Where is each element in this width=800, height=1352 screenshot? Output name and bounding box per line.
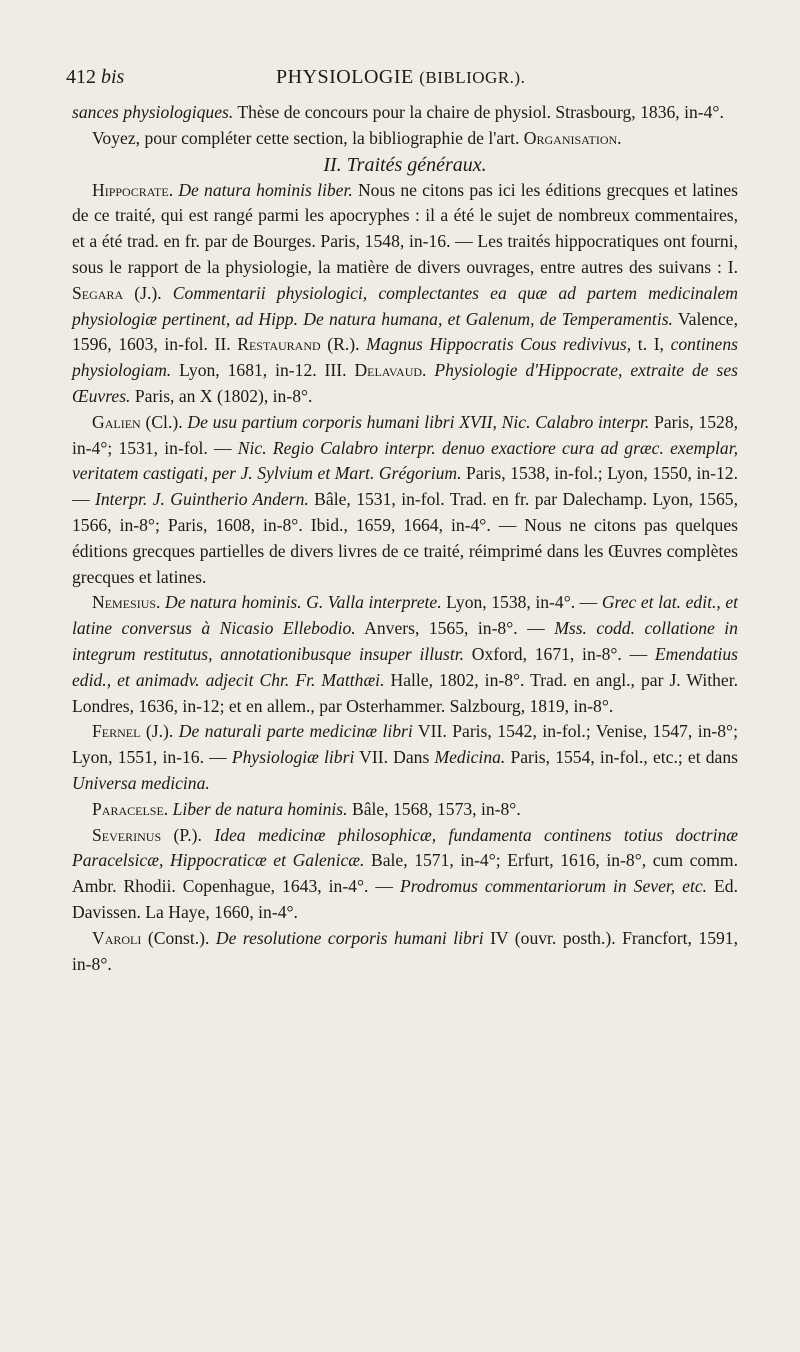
section-heading: II. Traités généraux.	[323, 153, 487, 176]
page-header	[66, 66, 736, 96]
page-body	[72, 100, 738, 977]
entry-nemesius: Nemesius. De natura hominis. G. Valla interprete. Lyon, 1538, in-4°. — Grec et lat. edit., et latine conversus à Nicasio Ellebodio. Anvers, 1565, in-8°. — Mss. codd. collatione in integrum restitutus, annotationibusque insuper illustr. Oxford, 1671, in-8°. — Emendatius edid., et animadv. adjecit Chr. Fr. Matthæi. Halle, 1802, in-8°. Trad. en angl., par J. Wither. Londres, 1636, in-12; et en allem., par Osterhammer. Salzbourg, 1819, in-8°.	[72, 592, 739, 716]
page-number: 412 bis	[66, 66, 125, 88]
entry-paracelse: Paracelse. Liber de natura hominis. Bâle, 1568, 1573, in-8°.	[92, 798, 521, 819]
entry-fernel: Fernel (J.). De naturali parte medicinæ libri VII. Paris, 1542, in-fol.; Venise, 1547, in-8°; Lyon, 1551, in-16. — Physiologiæ libri VII. Dans Medicina. Paris, 1554, in-fol., etc.; et dans Universa medicina.	[72, 721, 739, 793]
running-title: PHYSIOLOGIE (BIBLIOGR.).	[276, 66, 526, 88]
intro-paragraph-2: Voyez, pour compléter cette section, la bibliographie de l'art. Organisation.	[92, 127, 622, 148]
entry-varoli: Varoli (Const.). De resolutione corporis humani libri IV (ouvr. posth.). Francfort, 1591, in-8°.	[72, 927, 738, 974]
intro-paragraph-1: sances physiologiques. Thèse de concours pour la chaire de physiol. Strasbourg, 1836, in-4°.	[72, 102, 724, 122]
entry-galien: Galien (Cl.). De usu partium corporis humani libri XVII, Nic. Calabro interpr. Paris, 1528, in-4°; 1531, in-fol. — Nic. Regio Calabro interpr. denuo exactiore cura ad græc. exemplar, veritatem castigati, per J. Sylvium et Mart. Grégorium. Paris, 1538, in-fol.; Lyon, 1550, in-12. — Interpr. J. Guintherio Andern. Bâle, 1531, in-fol. Trad. en fr. par Dalechamp. Lyon, 1565, 1566, in-8°; Paris, 1608, in-8°. Ibid., 1659, 1664, in-4°. — Nous ne citons pas quelques éditions grecques partielles de divers livres de ce traité, réimprimé dans les Œuvres complètes grecques et latines.	[72, 411, 739, 587]
entry-hippocrate: Hippocrate. De natura hominis liber. Nous ne citons pas ici les éditions grecques et latines de ce traité, qui est rangé parmi les apocryphes : il a été le sujet de nombreux commentaires, et a été trad. en fr. par de Bourges. Paris, 1548, in-16. — Les traités hippocratiques ont fourni, sous le rapport de la physiologie, la matière de divers ouvrages, entre autres des suivans : I. Segara (J.). Commentarii physiologici, complectantes ea quæ ad partem medicinalem physiologiæ pertinent, ad Hipp. De natura humana, et Galenum, de Temperamentis. Valence, 1596, 1603, in-fol. II. Restaurand (R.). Magnus Hippocratis Cous redivivus, t. I, continens physiologiam. Lyon, 1681, in-12. III. Delavaud. Physiologie d'Hippocrate, extraite de ses Œuvres. Paris, an X (1802), in-8°.	[72, 179, 739, 406]
entry-severinus: Severinus (P.). Idea medicinæ philosophicæ, fundamenta continens totius doctrinæ Paracelsicæ, Hippocraticæ et Galenicæ. Bale, 1571, in-4°; Erfurt, 1616, in-8°, cum comm. Ambr. Rhodii. Copenhague, 1643, in-4°. — Prodromus commentariorum in Sever, etc. Ed. Davissen. La Haye, 1660, in-4°.	[72, 824, 739, 922]
